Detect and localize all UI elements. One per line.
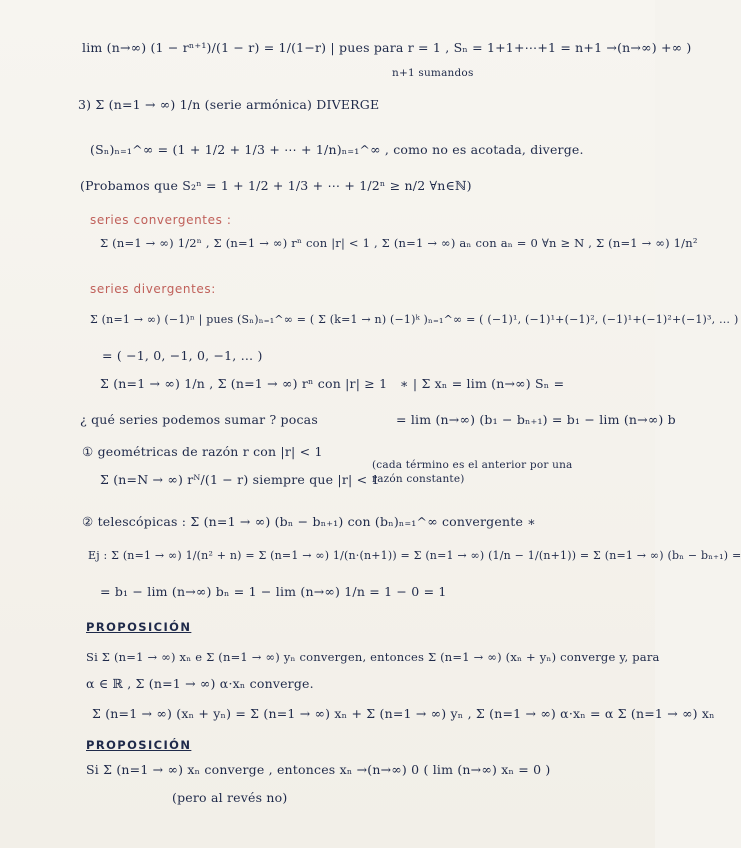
proposition-1-scalar: α ∈ ℝ , Σ (n=1 → ∞) α·xₙ converge. [86,676,314,691]
geometric-note: (cada término es el anterior por una razón constante) [372,459,573,485]
harmonic-series-heading: 3) Σ (n=1 → ∞) 1/n (serie armónica) DIVERGE [78,97,380,112]
proof-hint-line: (Probamos que S₂ⁿ = 1 + 1/2 + 1/3 + ⋯ + 1/2ⁿ ≥ n/2 ∀n∈ℕ) [80,178,472,193]
alternating-series-line: Σ (n=1 → ∞) (−1)ⁿ | pues (Sₙ)ₙ₌₁^∞ = ( Σ (k=1 → n) (−1)ᵏ )ₙ₌₁^∞ = ( (−1)¹, (−1)¹+(−1)², (−1)¹+(−1)²+(−1)³, … ) [90,313,739,326]
geometric-sum-formula: Σ (n=N → ∞) rᴺ/(1 − r) siempre que |r| < 1 [100,472,380,487]
convergent-series-examples: Σ (n=1 → ∞) 1/2ⁿ , Σ (n=1 → ∞) rⁿ con |r| < 1 , Σ (n=1 → ∞) aₙ con aₙ = 0 ∀n ≥ N , Σ (n=1 → ∞) 1/n² [100,236,698,250]
partial-sums-line: (Sₙ)ₙ₌₁^∞ = (1 + 1/2 + 1/3 + ⋯ + 1/n)ₙ₌₁^∞ , como no es acotada, diverge. [90,142,584,157]
proposition-1-heading: PROPOSICIÓN [86,620,192,634]
divergent-series-examples: Σ (n=1 → ∞) 1/n , Σ (n=1 → ∞) rⁿ con |r| ≥ 1 [100,376,388,391]
sumandos-note: n+1 sumandos [392,67,474,79]
proposition-1-statement: Si Σ (n=1 → ∞) xₙ e Σ (n=1 → ∞) yₙ convergen, entonces Σ (n=1 → ∞) (xₙ + yₙ) converge y, para [86,650,660,664]
alternating-sums-values: = ( −1, 0, −1, 0, −1, … ) [102,348,263,363]
telescopic-example-result: = b₁ − lim (n→∞) bₙ = 1 − lim (n→∞) 1/n = 1 − 0 = 1 [100,584,447,599]
which-series-question: ¿ qué series podemos sumar ? pocas [80,412,318,427]
proposition-2-statement: Si Σ (n=1 → ∞) xₙ converge , entonces xₙ →(n→∞) 0 ( lim (n→∞) xₙ = 0 ) [86,762,551,777]
divergent-series-heading: series divergentes: [90,282,216,296]
telescopic-example: Ej : Σ (n=1 → ∞) 1/(n² + n) = Σ (n=1 → ∞) 1/(n·(n+1)) = Σ (n=1 → ∞) (1/n − 1/(n+1)) = Σ (n=1 → ∞) (bₙ − bₙ₊₁) = [88,549,741,562]
convergent-series-heading: series convergentes : [90,213,232,227]
proposition-2-heading: PROPOSICIÓN [86,738,192,752]
telescopic-item: ② telescópicas : Σ (n=1 → ∞) (bₙ − bₙ₊₁) con (bₙ)ₙ₌₁^∞ convergente ∗ [82,514,536,529]
proposition-1-identities: Σ (n=1 → ∞) (xₙ + yₙ) = Σ (n=1 → ∞) xₙ + Σ (n=1 → ∞) yₙ , Σ (n=1 → ∞) α·xₙ = α Σ (n=1 → ∞) xₙ [92,706,715,721]
proposition-2-note: (pero al revés no) [172,790,288,805]
telescopic-limit-line: = lim (n→∞) (b₁ − bₙ₊₁) = b₁ − lim (n→∞) b [396,412,676,427]
limit-formula-line: lim (n→∞) (1 − rⁿ⁺¹)/(1 − r) = 1/(1−r) | pues para r = 1 , Sₙ = 1+1+⋯+1 = n+1 →(n→∞) +∞ ) [82,40,692,55]
telescopic-note-star: ∗ | Σ xₙ = lim (n→∞) Sₙ = [400,376,565,391]
geometric-item: ① geométricas de razón r con |r| < 1 [82,444,323,459]
